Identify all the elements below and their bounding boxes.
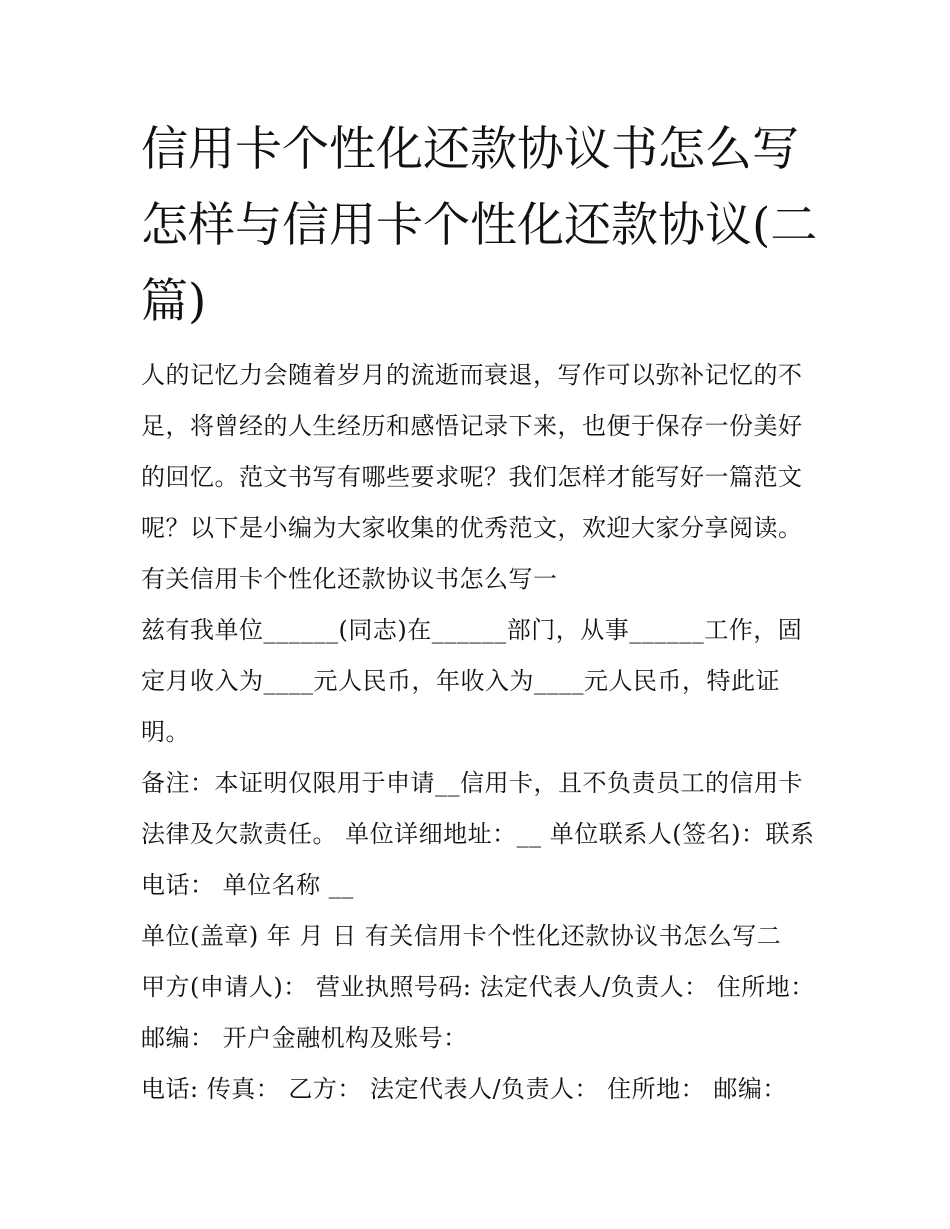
party-a-paragraph: 甲方(申请人)： 营业执照号码: 法定代表人/负责人： 住所地： 邮编： 开户金融机构及账号： — [141, 973, 815, 1052]
party-b-paragraph: 电话: 传真： 乙方： 法定代表人/负责人： 住所地： 邮编： — [141, 1075, 787, 1103]
seal-date-paragraph: 单位(盖章) 年 月 日 有关信用卡个性化还款协议书怎么写二 — [141, 922, 782, 950]
section-heading-1: 有关信用卡个性化还款协议书怎么写一 — [141, 565, 558, 593]
document-title: 信用卡个性化还款协议书怎么写 怎样与信用卡个性化还款协议(二篇) — [141, 122, 818, 329]
certificate-paragraph: 兹有我单位______(同志)在______部门，从事______工作，固定月收入为____元人民币，年收入为____元人民币，特此证明。 — [141, 616, 803, 746]
intro-paragraph: 人的记忆力会随着岁月的流逝而衰退，写作可以弥补记忆的不足，将曾经的人生经历和感悟记录下来，也便于保存一份美好的回忆。范文书写有哪些要求呢？我们怎样才能写好一篇范文呢？以下是小编为大家收集的优秀范文，欢迎大家分享阅读。 — [141, 361, 803, 542]
document-page — [141, 112, 821, 1115]
note-paragraph: 备注：本证明仅限用于申请__信用卡，且不负责员工的信用卡法律及欠款责任。 单位详细地址：__ 单位联系人(签名)：联系电话： 单位名称 __ — [141, 769, 815, 899]
